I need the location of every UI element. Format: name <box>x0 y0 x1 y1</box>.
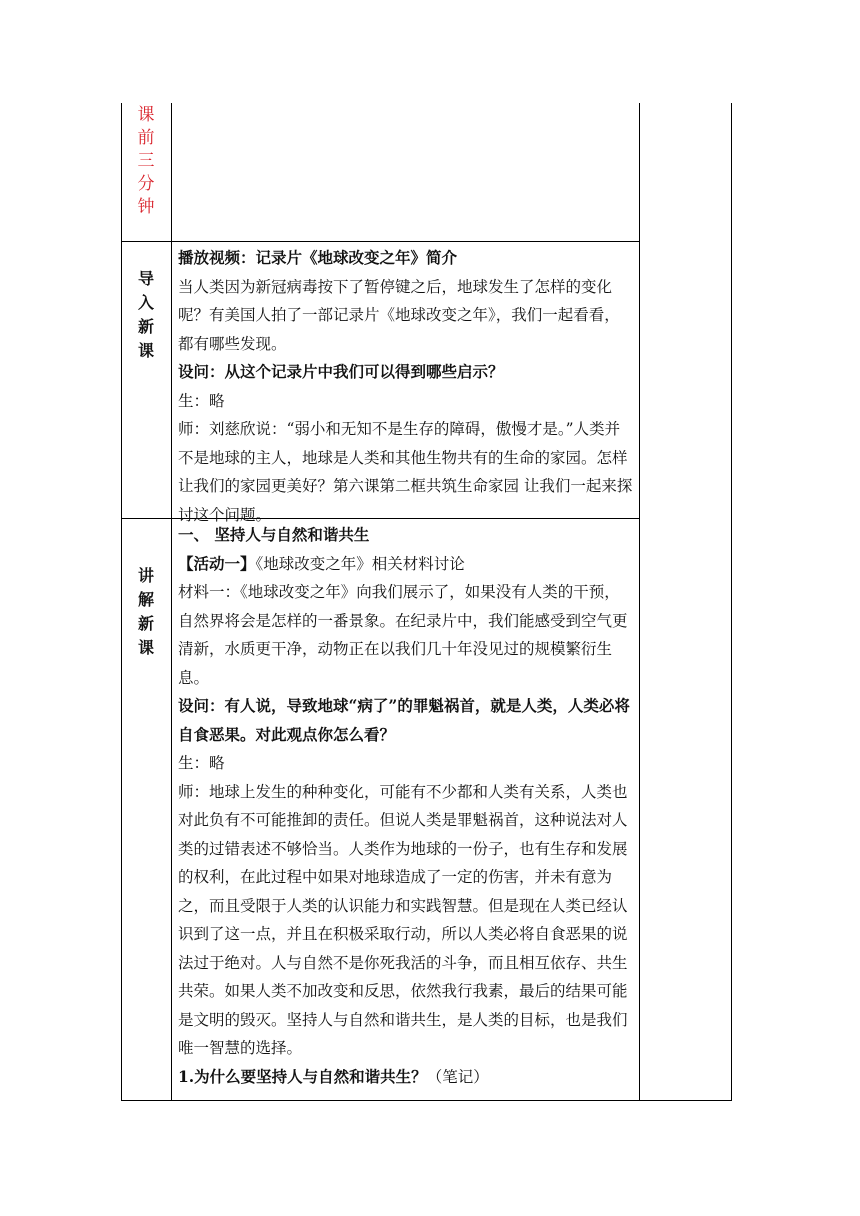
intro-line-question: 设问：从这个记录片中我们可以得到哪些启示？ <box>178 362 504 381</box>
intro-line-video: 播放视频：记录片《地球改变之年》简介 <box>178 248 458 267</box>
table-border-right <box>731 103 732 1101</box>
table-border-bottom <box>121 1100 732 1101</box>
point-line <box>178 1063 634 1092</box>
table-border-left <box>121 103 122 1101</box>
activity-title: 《地球改变之年》相关材料讨论 <box>255 554 465 573</box>
lecture-student: 生：略 <box>178 754 225 772</box>
lecture-heading: 一、 坚持人与自然和谐共生 <box>178 525 370 544</box>
intro-line-context: 当人类因为新冠病毒按下了暂停键之后，地球发生了怎样的变化呢？有美国人拍了一部记录片《地球改变之年》，我们一起看看，都有哪些发现。 <box>178 277 620 353</box>
activity-label: 【活动一】 <box>178 553 256 573</box>
intro-content <box>178 244 634 529</box>
table-divider-label <box>171 103 172 1101</box>
intro-line-teacher: 师：刘慈欣说：“弱小和无知不是生存的障碍，傲慢才是。”人类并不是地球的主人，地球是人类和其他生物共有的生命的家园。怎样让我们的家园更美好？第六课第二框共筑生命家园 让我们一起来探讨这个问题。 <box>178 420 633 524</box>
lecture-teacher: 师：地球上发生的种种变化，可能有不少都和人类有关系，人类也对此负有不可能推卸的责任。但说人类是罪魁祸首，这种说法对人类的过错表述不够恰当。人类作为地球的一份子，也有生存和发展的权利，在此过程中如果对地球造成了一定的伤害，并未有意为之，而且受限于人类的认识能力和实践智慧。但是现在人类已经认识到了这一点，并且在积极采取行动，所以人类必将自食恶果的说法过于绝对。人与自然不是你死我活的斗争，而且相互依存、共生共荣。如果人类不加改变和反思，依然我行我素，最后的结果可能是文明的毁灭。坚持人与自然和谐共生，是人类的目标，也是我们唯一智慧的选择。 <box>178 782 628 1057</box>
lecture-question: 设问：有人说，导致地球“病了”的罪魁祸首，就是人类，人类必将自食恶果。对此观点你怎么看？ <box>178 696 630 744</box>
row-label-pre-class: 课前三分钟 <box>137 105 155 217</box>
table-divider-content <box>639 103 640 1101</box>
row-divider-1 <box>121 241 640 242</box>
lecture-content <box>178 521 634 1091</box>
row-label-intro: 导入新课 <box>138 269 155 360</box>
activity-line <box>178 550 634 579</box>
point-title: 1.为什么要坚持人与自然和谐共生？ <box>178 1066 427 1086</box>
point-note: （笔记） <box>426 1067 489 1086</box>
material-text: 材料一：《地球改变之年》向我们展示了，如果没有人类的干预，自然界将会是怎样的一番景象。在纪录片中，我们能感受到空气更清新，水质更干净，动物正在以我们几十年没见过的规模繁衍生息。 <box>178 583 628 687</box>
intro-line-student: 生：略 <box>178 391 225 410</box>
row-label-lecture: 讲解新课 <box>138 566 155 657</box>
